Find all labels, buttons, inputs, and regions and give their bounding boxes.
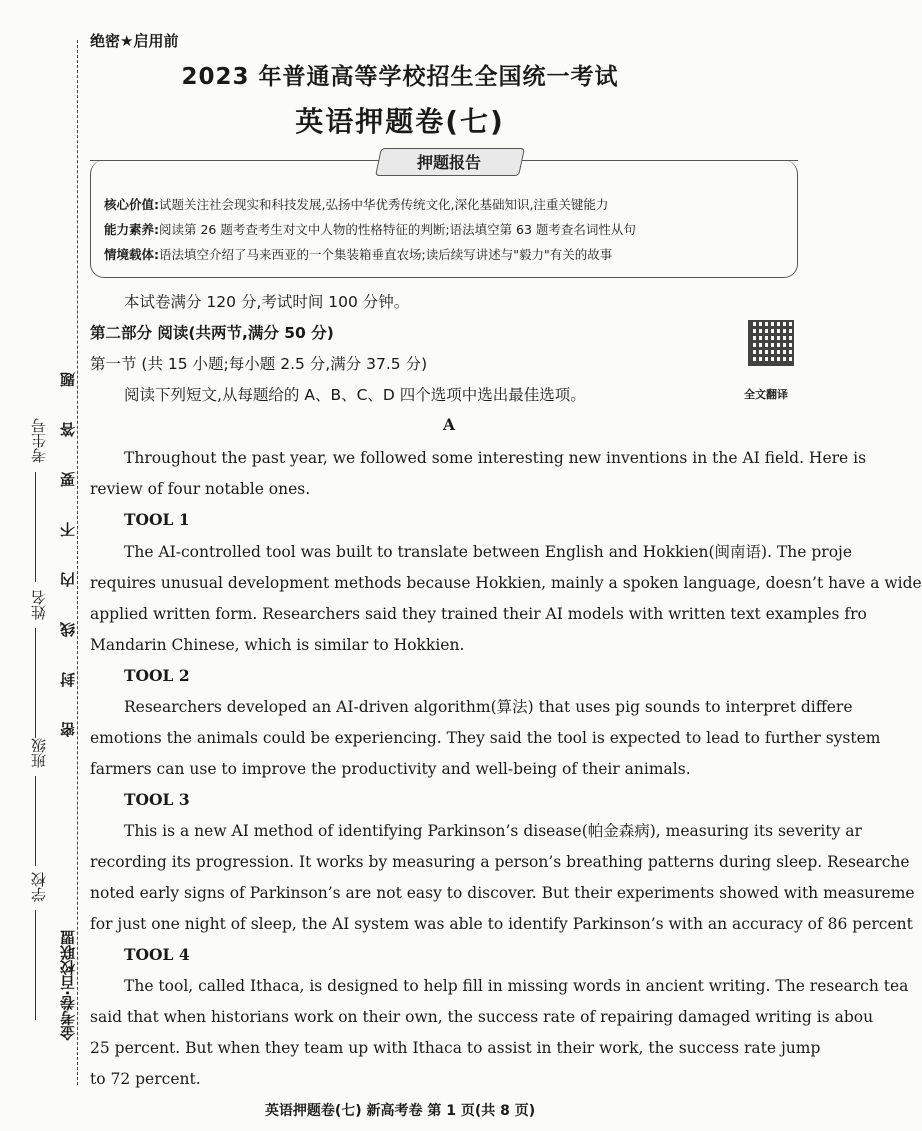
report-top-border-left bbox=[90, 160, 380, 161]
text-line: said that when historians work on their own, the success rate of repairing damaged writing is abou bbox=[90, 1008, 874, 1026]
text-line: noted early signs of Parkinson’s are not easy to discover. But their experiments showed with measureme bbox=[90, 884, 915, 902]
name-line bbox=[35, 628, 36, 738]
page-footer: 英语押题卷(七) 新高考卷 第 1 页(共 8 页) bbox=[264, 1103, 536, 1119]
report-item-core-value bbox=[104, 195, 608, 213]
text-line: The tool, called Ithaca, is designed to help fill in missing words in ancient writing. The research tea bbox=[124, 977, 909, 995]
tool-1-text bbox=[90, 537, 922, 661]
paper-title: 英语押题卷(七) bbox=[295, 105, 505, 138]
seal-word: 内 bbox=[59, 572, 77, 587]
seal-word: 线 bbox=[59, 622, 77, 637]
seal-word: 题 bbox=[59, 372, 77, 387]
report-badge-label: 押题报告 bbox=[416, 153, 481, 172]
text-line: review of four notable ones. bbox=[90, 480, 311, 498]
class-label: 班级 bbox=[30, 738, 48, 768]
text-line: 25 percent. But when they team up with Ithaca to assist in their work, the success rate jump bbox=[90, 1039, 821, 1057]
alliance-label: 金考卷·百校联盟 bbox=[59, 930, 77, 1041]
school-line bbox=[35, 910, 36, 1020]
tool-3-title: TOOL 3 bbox=[124, 790, 190, 809]
report-item-text: 阅读第 26 题考查考生对文中人物的性格特征的判断;语法填空第 63 题考查名词性从句 bbox=[159, 222, 636, 237]
candidate-number-line bbox=[35, 472, 36, 582]
tool-2-text bbox=[90, 692, 881, 785]
text-line: for just one night of sleep, the AI system was able to identify Parkinson’s with an accuracy of 86 percent bbox=[90, 915, 913, 933]
text-line: to 72 percent. bbox=[90, 1070, 201, 1088]
text-line: emotions the animals could be experiencing. They said the tool is expected to lead to further system bbox=[90, 729, 881, 747]
seal-word: 密 bbox=[59, 722, 77, 737]
seal-word: 要 bbox=[59, 472, 77, 487]
part-two-heading: 第二部分 阅读(共两节,满分 50 分) bbox=[90, 324, 334, 342]
report-item-ability bbox=[104, 220, 636, 238]
text-line: The AI-controlled tool was built to translate between English and Hokkien(闽南语). The proje bbox=[124, 543, 853, 561]
seal-word: 封 bbox=[59, 672, 77, 687]
tool-2-title: TOOL 2 bbox=[124, 666, 190, 685]
qr-code-label: 全文翻译 bbox=[744, 388, 788, 401]
text-line: recording its progression. It works by measuring a person’s breathing patterns during sleep. Researche bbox=[90, 853, 910, 871]
section-one-heading: 第一节 (共 15 小题;每小题 2.5 分,满分 37.5 分) bbox=[90, 355, 428, 373]
text-line: Throughout the past year, we followed some interesting new inventions in the AI field. Here is bbox=[124, 449, 867, 467]
report-item-context bbox=[104, 245, 612, 263]
report-item-label: 能力素养: bbox=[104, 222, 159, 237]
report-item-text: 语法填空介绍了马来西亚的一个集装箱垂直农场;读后续写讲述与"毅力"有关的故事 bbox=[159, 247, 613, 262]
seal-word: 不 bbox=[59, 522, 77, 537]
report-item-label: 情境载体: bbox=[104, 247, 159, 262]
qr-code[interactable] bbox=[748, 320, 794, 366]
seal-word: 答 bbox=[59, 422, 77, 437]
reading-instruction: 阅读下列短文,从每题给的 A、B、C、D 四个选项中选出最佳选项。 bbox=[124, 386, 586, 404]
tool-4-title: TOOL 4 bbox=[124, 945, 190, 964]
tool-4-text bbox=[90, 971, 909, 1095]
school-label: 学校 bbox=[30, 872, 48, 902]
passage-letter: A bbox=[443, 415, 456, 434]
text-line: applied written form. Researchers said they trained their AI models with written text examples fro bbox=[90, 605, 867, 623]
exam-info: 本试卷满分 120 分,考试时间 100 分钟。 bbox=[124, 293, 410, 311]
text-line: Researchers developed an AI-driven algorithm(算法) that uses pig sounds to interpret differe bbox=[124, 698, 853, 716]
secret-label: 绝密★启用前 bbox=[90, 32, 179, 50]
text-line: Mandarin Chinese, which is similar to Hokkien. bbox=[90, 636, 465, 654]
text-line: farmers can use to improve the productivity and well-being of their animals. bbox=[90, 760, 691, 778]
tool-1-title: TOOL 1 bbox=[124, 510, 190, 529]
exam-title: 2023 年普通高等学校招生全国统一考试 bbox=[181, 64, 619, 90]
report-item-label: 核心价值: bbox=[104, 197, 159, 212]
candidate-number-label: 考生号 bbox=[30, 418, 48, 463]
report-top-border-right bbox=[522, 160, 798, 161]
report-item-text: 试题关注社会现实和科技发展,弘扬中华优秀传统文化,深化基础知识,注重关键能力 bbox=[159, 197, 609, 212]
text-line: This is a new AI method of identifying Parkinson’s disease(帕金森病), measuring its severity ar bbox=[124, 822, 862, 840]
text-line: requires unusual development methods because Hokkien, mainly a spoken language, doesn’t have a wide bbox=[90, 574, 922, 592]
binding-dashed-line bbox=[77, 40, 78, 1085]
name-label: 姓名 bbox=[30, 590, 48, 620]
class-line bbox=[35, 776, 36, 866]
passage-intro bbox=[90, 443, 867, 505]
tool-3-text bbox=[90, 816, 915, 940]
